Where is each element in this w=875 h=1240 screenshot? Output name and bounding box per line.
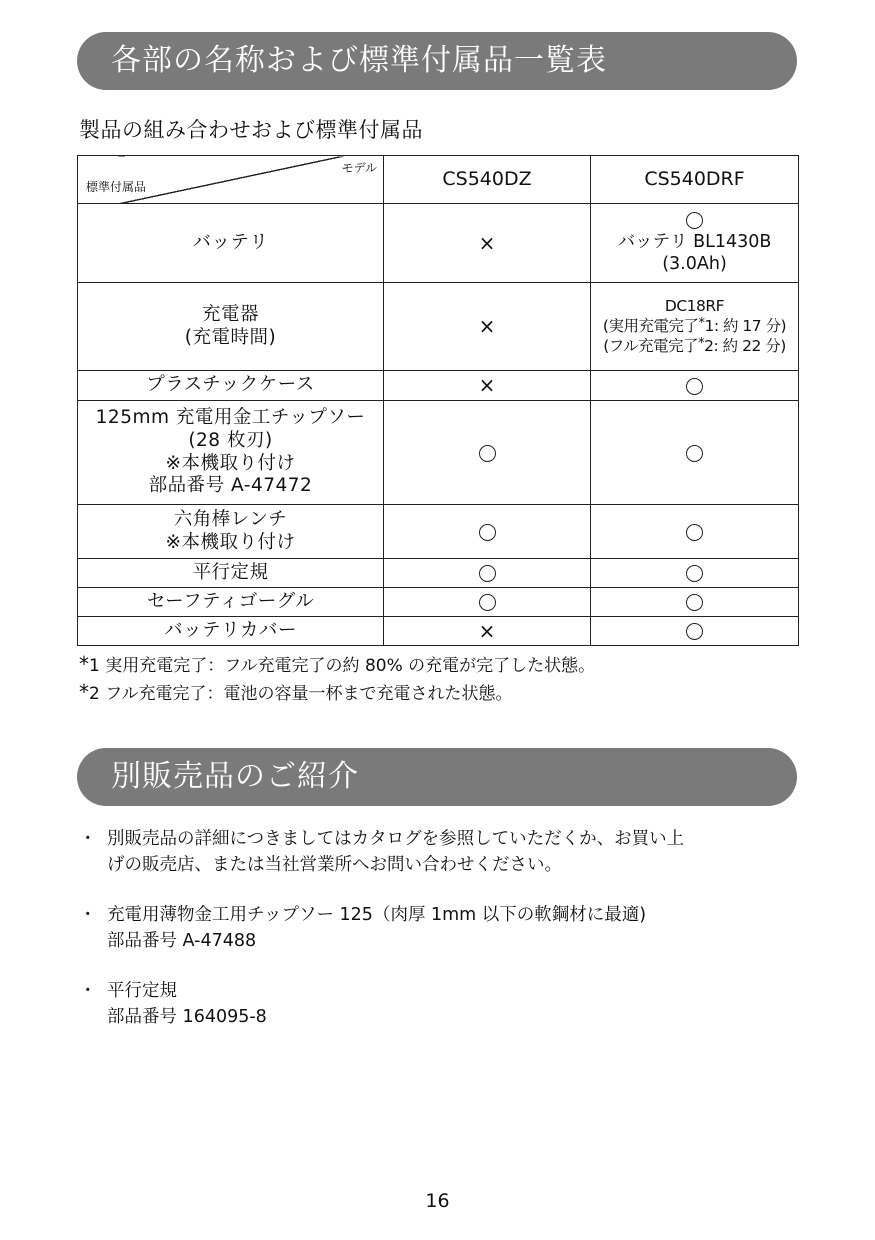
table-row — [78, 617, 799, 646]
table-header-row — [78, 156, 799, 204]
item-parallel-guide: 平行定規 — [78, 559, 384, 588]
bullet-dot: ・ — [79, 981, 97, 1001]
optional-accessories-list — [79, 826, 799, 1054]
circle-cell — [591, 588, 799, 617]
circle-mark-icon — [686, 565, 703, 582]
item-safety-goggles: セーフティゴーグル — [78, 588, 384, 617]
bullet-dot: ・ — [79, 829, 97, 849]
footnote-1: * 1 実用充電完了：フル充電完了の約 80% の充電が完了した状態。 — [79, 652, 596, 676]
circle-cell — [591, 617, 799, 646]
table-row — [78, 401, 799, 505]
circle-mark-icon — [479, 594, 496, 611]
corner-label-accessory: 標準付属品 — [86, 180, 147, 195]
item-battery: バッテリ — [78, 204, 384, 283]
circle-cell — [384, 559, 591, 588]
corner-label-model: モデル — [341, 161, 377, 175]
table-row — [78, 559, 799, 588]
circle-mark-icon — [686, 212, 703, 229]
circle-mark-icon — [479, 445, 496, 462]
battery-drf-cell: バッテリ BL1430B (3.0Ah) — [591, 204, 799, 283]
circle-cell — [384, 401, 591, 505]
cross-mark: × — [384, 371, 591, 401]
table-row — [78, 283, 799, 371]
footnotes — [79, 652, 595, 708]
accessories-table — [77, 155, 799, 646]
circle-mark-icon — [686, 623, 703, 640]
circle-cell — [591, 401, 799, 505]
circle-mark-icon — [686, 378, 703, 395]
charge-time-note-2: (フル充電完了*2: 約 22 分) — [603, 335, 786, 355]
charger-drf-cell: DC18RF (実用充電完了*1: 約 17 分) (フル充電完了*2: 約 22 分) — [591, 283, 799, 371]
circle-mark-icon — [479, 565, 496, 582]
section-title-optional-accessories: 別販売品のご紹介 — [77, 748, 797, 806]
circle-cell — [384, 505, 591, 559]
cross-mark: × — [384, 204, 591, 283]
subheading-accessories: 製品の組み合わせおよび標準付属品 — [79, 118, 423, 142]
page-number: 16 — [425, 1190, 450, 1212]
item-saw-blade: 125mm 充電用金工チップソー (28 枚刃) ※本機取り付け 部品番号 A-47472 — [78, 401, 384, 505]
circle-mark-icon — [686, 594, 703, 611]
item-charger: 充電器 (充電時間) — [78, 283, 384, 371]
model-header-cs540drf: CS540DRF — [591, 156, 799, 204]
item-battery-cover: バッテリカバー — [78, 617, 384, 646]
table-row — [78, 204, 799, 283]
section-title-parts-list: 各部の名称および標準付属品一覧表 — [77, 32, 797, 90]
circle-cell — [591, 371, 799, 401]
table-corner-cell — [78, 156, 384, 204]
cross-mark: × — [384, 617, 591, 646]
cross-mark: × — [384, 283, 591, 371]
list-item: ・ 別販売品の詳細につきましてはカタログを参照していただくか、お買い上 げの販売店、または当社営業所へお問い合わせください。 — [79, 826, 799, 878]
model-header-cs540dz: CS540DZ — [384, 156, 591, 204]
circle-cell — [591, 505, 799, 559]
circle-mark-icon — [686, 524, 703, 541]
footnote-2: * 2 フル充電完了：電池の容量一杯まで充電された状態。 — [79, 680, 513, 704]
item-plastic-case: プラスチックケース — [78, 371, 384, 401]
table-row — [78, 505, 799, 559]
list-item: ・ 平行定規 部品番号 164095-8 — [79, 978, 799, 1030]
table-row — [78, 371, 799, 401]
item-hex-wrench: 六角棒レンチ ※本機取り付け — [78, 505, 384, 559]
circle-mark-icon — [479, 524, 496, 541]
circle-cell — [384, 588, 591, 617]
table-row — [78, 588, 799, 617]
circle-cell — [591, 559, 799, 588]
list-item: ・ 充電用薄物金工用チップソー 125（肉厚 1mm 以下の軟鋼材に最適) 部品番号 A-47488 — [79, 902, 799, 954]
circle-mark-icon — [686, 445, 703, 462]
charge-time-note-1: (実用充電完了*1: 約 17 分) — [602, 316, 787, 336]
bullet-dot: ・ — [79, 905, 97, 925]
